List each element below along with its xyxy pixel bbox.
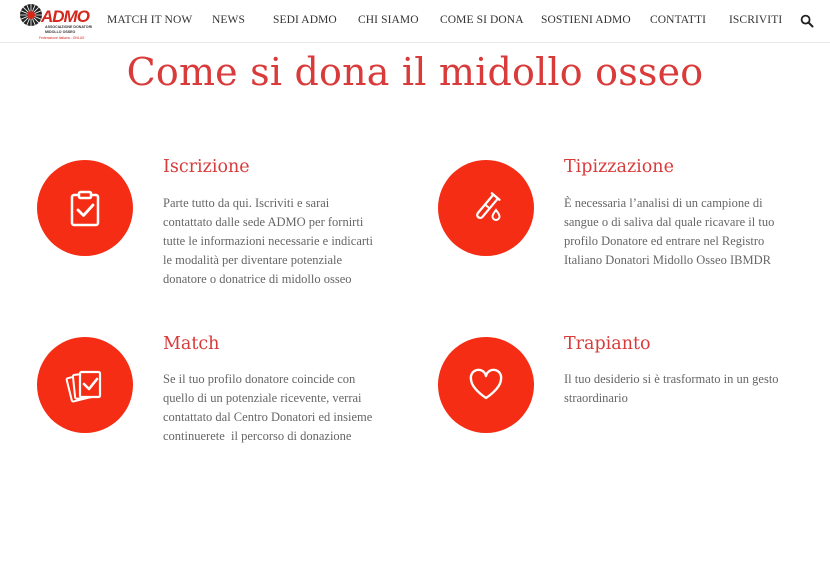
desc-line: donatore o donatrice di midollo osseo <box>163 272 352 286</box>
cards-check-icon <box>64 364 106 406</box>
page-title: Come si dona il midollo osseo <box>126 50 704 94</box>
trapianto-icon-circle <box>438 337 534 433</box>
logo-wordmark: ADMO <box>41 7 89 26</box>
nav-item-iscriviti[interactable]: ISCRIVITI <box>729 14 783 26</box>
desc-line: profilo Donatore ed entrare nel Registro <box>564 234 765 248</box>
nav-item-contatti[interactable]: CONTATTI <box>650 14 707 26</box>
desc-line: quello di un potenziale ricevente, verrai <box>163 391 362 405</box>
nav-item-sostieni-admo[interactable]: SOSTIENI ADMO <box>541 14 631 26</box>
desc-line: tutte le informazioni necessarie e indicarti <box>163 234 373 248</box>
desc-line: È necessaria l’analisi di un campione di <box>564 196 763 210</box>
desc-line: continuerete il percorso di donazione <box>163 429 352 443</box>
nav-item-match-it-now[interactable]: MATCH IT NOW <box>107 14 193 26</box>
nav-item-sedi-admo[interactable]: SEDI ADMO <box>273 14 337 26</box>
logo-line-1: ASSOCIAZIONE DONATORI <box>45 25 93 29</box>
desc-line: Italiano Donatori Midollo Osseo IBMDR <box>564 253 771 267</box>
nav-item-come-si-dona[interactable]: COME SI DONA <box>440 14 524 26</box>
desc-line: le modalità per diventare potenziale <box>163 253 343 267</box>
heart-icon <box>466 365 506 405</box>
tipizzazione-icon-circle <box>438 160 534 256</box>
match-icon-circle <box>37 337 133 433</box>
clipboard-check-icon <box>65 188 105 228</box>
desc-line: Parte tutto da qui. Iscriviti e sarai <box>163 196 330 210</box>
test-tube-icon <box>466 188 506 228</box>
iscrizione-icon-circle <box>37 160 133 256</box>
feature-desc-tipizzazione <box>564 194 812 270</box>
feature-desc-match <box>163 370 411 446</box>
logo-line-2: MIDOLLO OSSEO <box>45 30 76 34</box>
desc-line: contattato dal Centro Donatori ed insieme <box>163 410 373 424</box>
feature-title-trapianto: Trapianto <box>564 334 651 354</box>
nav-item-news[interactable]: NEWS <box>212 14 245 26</box>
desc-line: straordinario <box>564 391 628 405</box>
desc-line: sangue o di saliva dal quale ricavare il tuo <box>564 215 775 229</box>
feature-desc-trapianto <box>564 370 812 408</box>
feature-desc-iscrizione <box>163 194 411 289</box>
nav-item-chi-siamo[interactable]: CHI SIAMO <box>358 14 419 26</box>
desc-line: Se il tuo profilo donatore coincide con <box>163 372 356 386</box>
search-icon[interactable] <box>800 14 814 28</box>
feature-title-iscrizione: Iscrizione <box>163 157 250 177</box>
feature-title-match: Match <box>163 334 220 354</box>
site-header <box>0 0 830 43</box>
feature-title-tipizzazione: Tipizzazione <box>564 157 674 177</box>
desc-line: contattato dalle sede ADMO per fornirti <box>163 215 364 229</box>
desc-line: Il tuo desiderio si è trasformato in un gesto <box>564 372 779 386</box>
logo-line-3: Federazione Italiana - ONLUS <box>39 36 85 40</box>
admo-logo[interactable] <box>17 0 97 42</box>
